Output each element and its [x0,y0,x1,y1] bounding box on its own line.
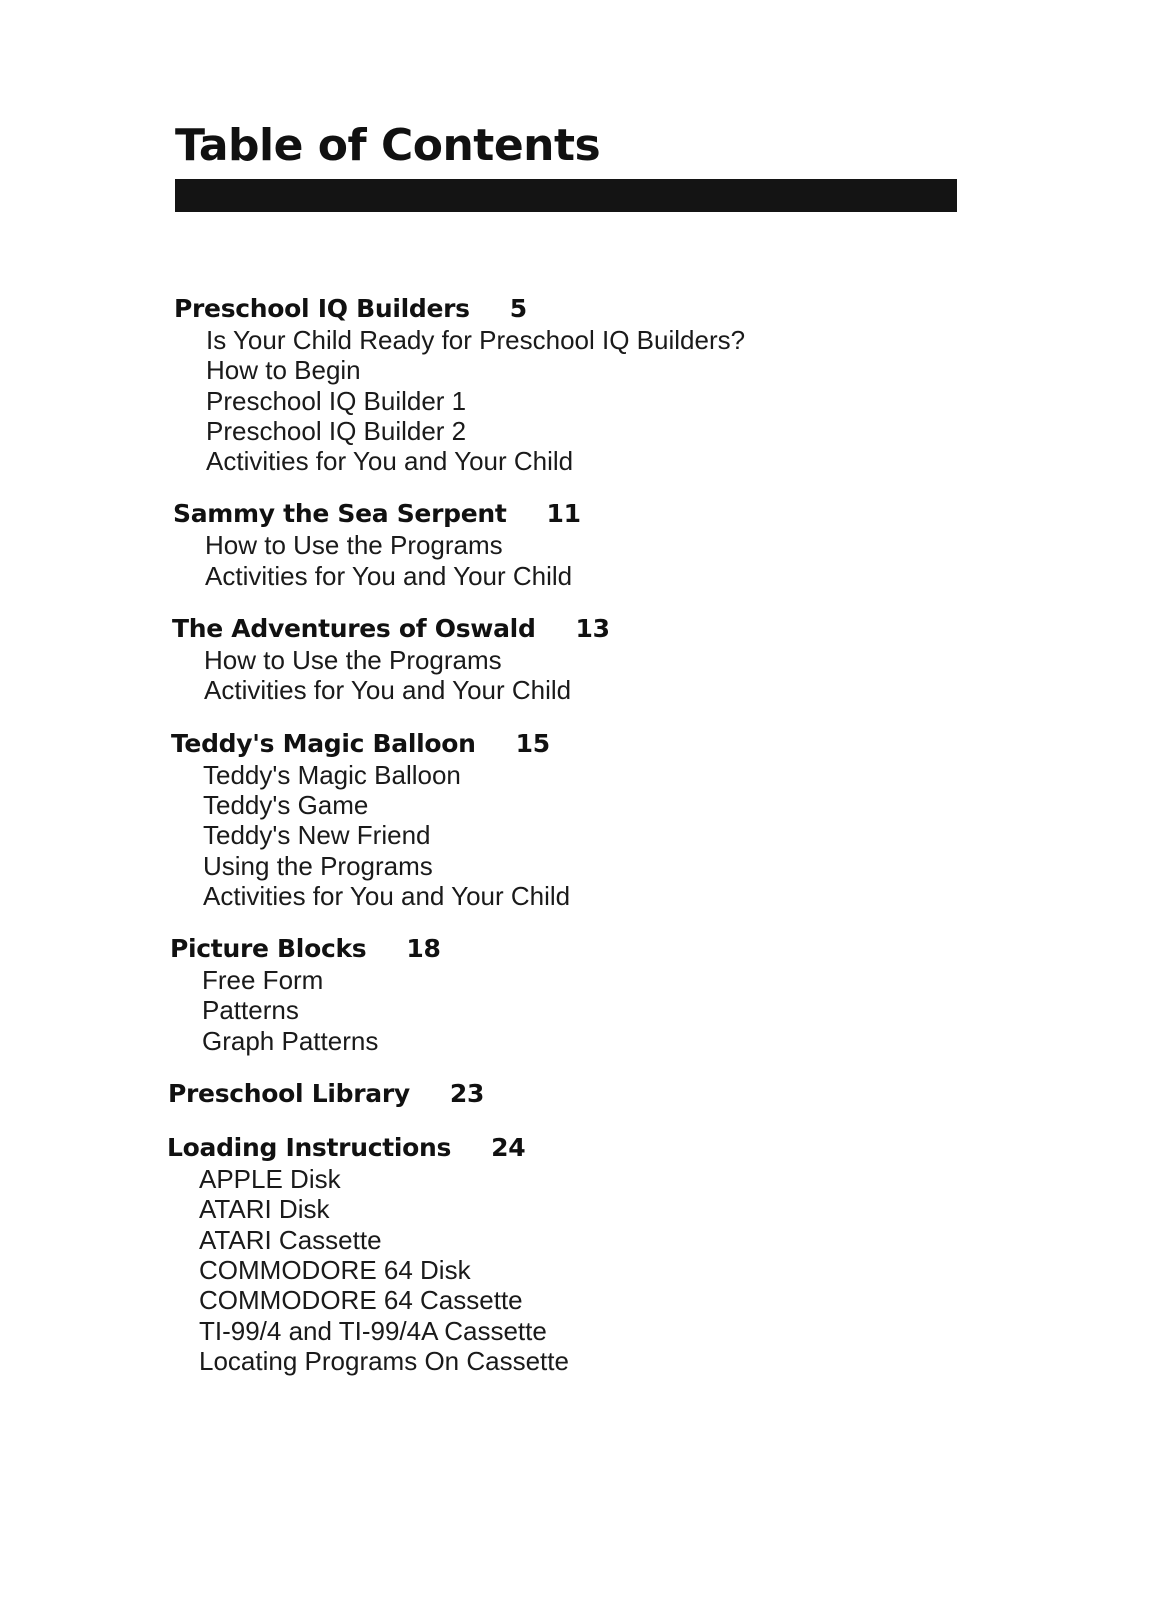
toc-subitem[interactable]: How to Use the Programs [205,530,503,561]
toc-section [168,1078,970,1110]
section-page-number: 23 [449,1079,485,1109]
section-title: Picture Blocks [170,934,367,964]
toc-subitem[interactable]: COMMODORE 64 Disk [199,1254,471,1285]
section-heading[interactable] [174,293,970,325]
section-page-number: 13 [575,614,610,644]
toc-subitem[interactable]: Activities for You and Your Child [203,880,571,911]
section-heading[interactable] [170,933,970,965]
toc-subitem[interactable]: COMMODORE 64 Cassette [199,1285,523,1316]
subitem-list [167,1164,970,1376]
section-title: Teddy's Magic Balloon [171,728,476,758]
toc-section [174,293,970,476]
toc-subitem[interactable]: Teddy's Game [203,789,369,820]
section-page-number: 15 [515,728,550,758]
section-title: Loading Instructions [167,1133,452,1163]
table-of-contents [167,293,970,1398]
section-page-number: 24 [491,1133,526,1163]
section-heading[interactable] [168,1078,970,1110]
toc-subitem[interactable]: Using the Programs [203,850,433,881]
toc-subitem[interactable]: Is Your Child Ready for Preschool IQ Builders? [206,325,746,355]
section-heading[interactable] [172,613,970,645]
section-title: The Adventures of Oswald [172,614,536,644]
toc-subitem[interactable]: How to Begin [206,355,361,386]
subitem-list [173,530,970,591]
subitem-list [170,965,970,1056]
subitem-list [171,760,970,911]
toc-subitem[interactable]: Activities for You and Your Child [205,560,573,591]
toc-section [170,933,970,1056]
section-heading[interactable] [167,1132,970,1164]
section-title: Preschool Library [168,1079,410,1109]
title-rule-bar [175,179,957,212]
toc-subitem[interactable]: Preschool IQ Builder 2 [206,415,467,446]
section-heading[interactable] [171,728,970,760]
toc-subitem[interactable]: Activities for You and Your Child [204,675,572,706]
toc-section [172,613,970,706]
toc-subitem[interactable]: Patterns [202,995,299,1026]
section-title: Sammy the Sea Serpent [173,499,507,529]
subitem-list [174,325,970,476]
toc-subitem[interactable]: Teddy's New Friend [203,820,431,851]
toc-subitem[interactable]: Locating Programs On Cassette [199,1345,569,1376]
section-heading[interactable] [173,498,970,530]
toc-section [173,498,970,591]
toc-subitem[interactable]: How to Use the Programs [204,645,502,676]
subitem-list [172,645,970,706]
page-title: Table of Contents [175,120,601,171]
toc-section [171,728,970,911]
section-title: Preschool IQ Builders [174,294,470,323]
toc-subitem[interactable]: Free Form [202,965,324,996]
section-page-number: 18 [406,934,441,964]
toc-subitem[interactable]: Teddy's Magic Balloon [203,759,461,790]
toc-subitem[interactable]: ATARI Disk [199,1194,330,1225]
toc-subitem[interactable]: TI-99/4 and TI-99/4A Cassette [199,1315,547,1346]
toc-subitem[interactable]: Graph Patterns [202,1025,379,1056]
section-page-number: 11 [546,499,581,529]
toc-subitem[interactable]: Preschool IQ Builder 1 [206,385,467,416]
toc-subitem[interactable]: Activities for You and Your Child [206,446,574,477]
section-page-number: 5 [509,294,527,323]
toc-section [167,1132,970,1376]
toc-subitem[interactable]: ATARI Cassette [199,1224,382,1255]
toc-subitem[interactable]: APPLE Disk [199,1164,341,1195]
